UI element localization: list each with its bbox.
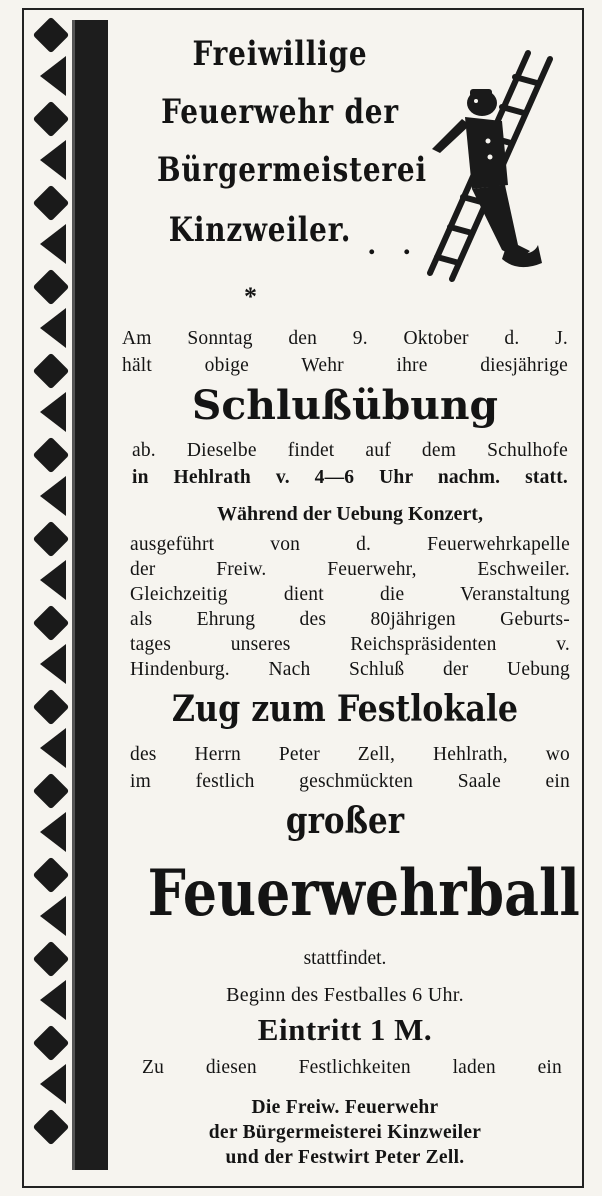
- diamond-shape: [33, 521, 70, 558]
- triangle-shape: [40, 896, 66, 936]
- diamond-ornament-icon: [32, 604, 70, 644]
- triangle-ornament-icon: [32, 812, 70, 852]
- diamond-ornament-icon: [32, 688, 70, 728]
- intro-line-2: hält obige Wehr ihre diesjährige: [122, 355, 568, 376]
- firefighter-on-ladder-icon: [410, 45, 570, 290]
- diamond-ornament-icon: [32, 184, 70, 224]
- concert-line-6: Hindenburg. Nach Schluß der Uebung: [130, 659, 570, 680]
- triangle-shape: [40, 392, 66, 432]
- event-title: Schlußübung: [191, 382, 499, 429]
- triangle-shape: [40, 224, 66, 264]
- diamond-shape: [33, 353, 70, 390]
- ball-adjective: großer: [285, 800, 405, 842]
- diamond-ornament-icon: [32, 940, 70, 980]
- triangle-shape: [40, 980, 66, 1020]
- concert-heading: Während der Uebung Konzert,: [217, 503, 483, 525]
- concert-line-4: als Ehrung des 80jährigen Geburts-: [130, 609, 570, 630]
- diamond-shape: [33, 941, 70, 978]
- intro-line-1: Am Sonntag den 9. Oktober d. J.: [122, 328, 568, 349]
- triangle-shape: [40, 644, 66, 684]
- diamond-ornament-icon: [32, 856, 70, 896]
- triangle-shape: [40, 476, 66, 516]
- diamond-shape: [33, 689, 70, 726]
- concert-line-5: tages unseres Reichspräsidenten v.: [130, 634, 570, 655]
- ball-start-time: Beginn des Festballes 6 Uhr.: [226, 984, 464, 1006]
- procession-heading: Zug zum Festlokale: [171, 688, 519, 730]
- admission-price: Eintritt 1 M.: [257, 1012, 433, 1047]
- title-line-3: Bürgermeisterei: [157, 150, 427, 190]
- diamond-ornament-icon: [32, 100, 70, 140]
- title-dots: . .: [368, 228, 421, 261]
- signature-line-2: der Bürgermeisterei Kinzweiler: [208, 1122, 482, 1143]
- procession-line-2: im festlich geschmückten Saale ein: [130, 771, 570, 792]
- triangle-ornament-icon: [32, 896, 70, 936]
- details-line-2: in Hehlrath v. 4—6 Uhr nachm. statt.: [132, 467, 568, 488]
- ornament-column: [32, 16, 72, 1176]
- diamond-ornament-icon: [32, 772, 70, 812]
- triangle-ornament-icon: [32, 476, 70, 516]
- triangle-shape: [40, 728, 66, 768]
- details-line-1: ab. Dieselbe findet auf dem Schulhofe: [132, 440, 568, 461]
- triangle-ornament-icon: [32, 308, 70, 348]
- triangle-ornament-icon: [32, 1064, 70, 1104]
- diamond-ornament-icon: [32, 436, 70, 476]
- title-line-4: Kinzweiler.: [168, 210, 352, 250]
- title-line-1: Freiwillige: [192, 34, 368, 74]
- triangle-ornament-icon: [32, 980, 70, 1020]
- diamond-shape: [33, 101, 70, 138]
- triangle-ornament-icon: [32, 392, 70, 432]
- diamond-shape: [33, 1109, 70, 1146]
- triangle-ornament-icon: [32, 560, 70, 600]
- ad-content: [110, 0, 580, 1196]
- triangle-shape: [40, 812, 66, 852]
- diamond-shape: [33, 857, 70, 894]
- diamond-ornament-icon: [32, 1108, 70, 1148]
- invitation-line: Zu diesen Festlichkeiten laden ein: [142, 1057, 562, 1078]
- diamond-shape: [33, 773, 70, 810]
- concert-line-3: Gleichzeitig dient die Veranstaltung: [130, 584, 570, 605]
- triangle-ornament-icon: [32, 56, 70, 96]
- diamond-shape: [33, 17, 70, 54]
- triangle-ornament-icon: [32, 644, 70, 684]
- diamond-ornament-icon: [32, 268, 70, 308]
- triangle-shape: [40, 560, 66, 600]
- diamond-ornament-icon: [32, 520, 70, 560]
- triangle-ornament-icon: [32, 224, 70, 264]
- ball-title: Feuerwehrball: [147, 856, 580, 931]
- diamond-shape: [33, 1025, 70, 1062]
- vertical-black-bar: [72, 20, 108, 1170]
- triangle-shape: [40, 308, 66, 348]
- signature-line-1: Die Freiw. Feuerwehr: [251, 1097, 439, 1118]
- triangle-shape: [40, 140, 66, 180]
- triangle-ornament-icon: [32, 140, 70, 180]
- ball-verb: stattfindet.: [303, 948, 387, 969]
- triangle-ornament-icon: [32, 728, 70, 768]
- triangle-shape: [40, 56, 66, 96]
- procession-line-1: des Herrn Peter Zell, Hehlrath, wo: [130, 744, 570, 765]
- signature-line-3: und der Festwirt Peter Zell.: [225, 1147, 465, 1168]
- concert-line-1: ausgeführt von d. Feuerwehrkapelle: [130, 534, 570, 555]
- concert-line-2: der Freiw. Feuerwehr, Eschweiler.: [130, 559, 570, 580]
- diamond-shape: [33, 437, 70, 474]
- diamond-ornament-icon: [32, 352, 70, 392]
- diamond-shape: [33, 269, 70, 306]
- diamond-ornament-icon: [32, 16, 70, 56]
- diamond-shape: [33, 185, 70, 222]
- star-ornament: *: [244, 282, 257, 311]
- diamond-ornament-icon: [32, 1024, 70, 1064]
- title-line-2: Feuerwehr der: [161, 92, 399, 132]
- diamond-shape: [33, 605, 70, 642]
- triangle-shape: [40, 1064, 66, 1104]
